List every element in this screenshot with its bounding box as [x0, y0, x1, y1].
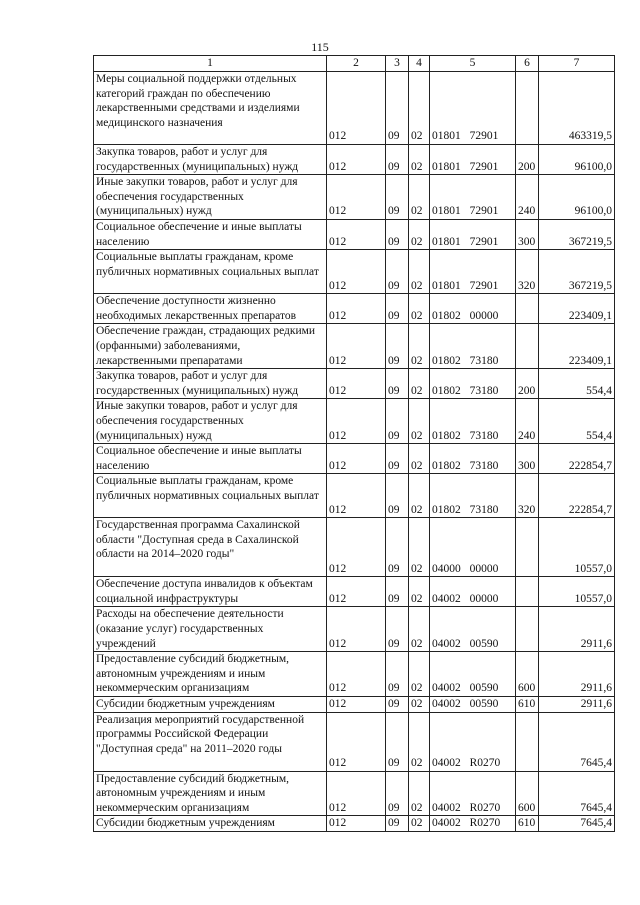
cell-target-article: 04002 R0270 [430, 771, 516, 816]
cell-target-article: 01801 72901 [430, 250, 516, 294]
budget-table [93, 55, 615, 832]
cell-ministry: 012 [327, 607, 386, 652]
cell-ministry: 012 [327, 712, 386, 771]
cell-amount: 463319,5 [539, 72, 615, 145]
row-name: Обеспечение граждан, страдающих редкими (орфанными) заболеваниями, лекарственными препаратами [94, 324, 327, 369]
cell-target-article: 01801 72901 [430, 175, 516, 220]
cell-expense-type [516, 518, 539, 577]
cell-target-article: 04002 00000 [430, 577, 516, 607]
cell-amount: 2911,6 [539, 652, 615, 697]
cell-target-article: 01802 73180 [430, 369, 516, 399]
cell-subsection: 02 [409, 816, 430, 832]
row-name: Реализация мероприятий государственной программы Российской Федерации "Доступная среда" на 2011–2020 годы [94, 712, 327, 771]
table-row [94, 145, 615, 175]
cell-ministry: 012 [327, 324, 386, 369]
cell-amount: 96100,0 [539, 175, 615, 220]
cell-amount: 96100,0 [539, 145, 615, 175]
cell-subsection: 02 [409, 607, 430, 652]
cell-subsection: 02 [409, 219, 430, 249]
cell-ministry: 012 [327, 771, 386, 816]
row-name: Субсидии бюджетным учреждениям [94, 697, 327, 713]
cell-expense-type: 300 [516, 219, 539, 249]
table-row [94, 652, 615, 697]
cell-subsection: 02 [409, 444, 430, 474]
table-row [94, 607, 615, 652]
cell-ministry: 012 [327, 652, 386, 697]
cell-section: 09 [386, 294, 409, 324]
cell-amount: 222854,7 [539, 444, 615, 474]
column-header: 3 [386, 56, 409, 72]
cell-ministry: 012 [327, 369, 386, 399]
cell-target-article: 01802 73180 [430, 444, 516, 474]
cell-subsection: 02 [409, 577, 430, 607]
cell-section: 09 [386, 250, 409, 294]
cell-amount: 222854,7 [539, 474, 615, 518]
cell-ministry: 012 [327, 474, 386, 518]
cell-subsection: 02 [409, 72, 430, 145]
cell-amount: 7645,4 [539, 771, 615, 816]
cell-ministry: 012 [327, 518, 386, 577]
cell-subsection: 02 [409, 294, 430, 324]
cell-expense-type [516, 72, 539, 145]
cell-target-article: 01801 72901 [430, 72, 516, 145]
cell-section: 09 [386, 324, 409, 369]
cell-ministry: 012 [327, 72, 386, 145]
row-name: Закупка товаров, работ и услуг для государственных (муниципальных) нужд [94, 369, 327, 399]
cell-ministry: 012 [327, 444, 386, 474]
cell-section: 09 [386, 577, 409, 607]
cell-amount: 2911,6 [539, 697, 615, 713]
row-name: Закупка товаров, работ и услуг для государственных (муниципальных) нужд [94, 145, 327, 175]
cell-amount: 554,4 [539, 399, 615, 444]
cell-amount: 10557,0 [539, 518, 615, 577]
cell-subsection: 02 [409, 712, 430, 771]
table-row [94, 175, 615, 220]
row-name: Государственная программа Сахалинской области "Доступная среда в Сахалинской области на 2014–2020 годы" [94, 518, 327, 577]
cell-expense-type: 300 [516, 444, 539, 474]
cell-ministry: 012 [327, 175, 386, 220]
cell-ministry: 012 [327, 577, 386, 607]
cell-section: 09 [386, 712, 409, 771]
table-row [94, 369, 615, 399]
cell-section: 09 [386, 518, 409, 577]
cell-ministry: 012 [327, 697, 386, 713]
cell-expense-type: 320 [516, 250, 539, 294]
row-name: Социальные выплаты гражданам, кроме публичных нормативных социальных выплат [94, 474, 327, 518]
row-name: Обеспечение доступа инвалидов к объектам социальной инфраструктуры [94, 577, 327, 607]
cell-section: 09 [386, 444, 409, 474]
cell-target-article: 04002 00590 [430, 607, 516, 652]
cell-subsection: 02 [409, 518, 430, 577]
cell-expense-type: 600 [516, 771, 539, 816]
cell-expense-type [516, 324, 539, 369]
page-number: 115 [311, 40, 329, 54]
cell-section: 09 [386, 72, 409, 145]
cell-target-article: 01801 72901 [430, 219, 516, 249]
cell-expense-type: 200 [516, 145, 539, 175]
table-header-row [94, 56, 615, 72]
cell-subsection: 02 [409, 652, 430, 697]
cell-amount: 223409,1 [539, 324, 615, 369]
cell-amount: 554,4 [539, 369, 615, 399]
cell-target-article: 01802 73180 [430, 324, 516, 369]
row-name: Расходы на обеспечение деятельности (оказание услуг) государственных учреждений [94, 607, 327, 652]
cell-ministry: 012 [327, 250, 386, 294]
column-header: 5 [430, 56, 516, 72]
cell-target-article: 01802 00000 [430, 294, 516, 324]
cell-ministry: 012 [327, 816, 386, 832]
row-name: Меры социальной поддержки отдельных категорий граждан по обеспечению лекарственными средствами и изделиями медицинского назначения [94, 72, 327, 145]
cell-subsection: 02 [409, 474, 430, 518]
cell-section: 09 [386, 697, 409, 713]
table-row [94, 518, 615, 577]
table-row [94, 577, 615, 607]
cell-amount: 223409,1 [539, 294, 615, 324]
cell-section: 09 [386, 145, 409, 175]
column-header: 6 [516, 56, 539, 72]
table-row [94, 219, 615, 249]
row-name: Иные закупки товаров, работ и услуг для обеспечения государственных (муниципальных) нужд [94, 399, 327, 444]
cell-subsection: 02 [409, 175, 430, 220]
table-row [94, 816, 615, 832]
cell-amount: 367219,5 [539, 250, 615, 294]
cell-target-article: 01802 73180 [430, 399, 516, 444]
row-name: Обеспечение доступности жизненно необходимых лекарственных препаратов [94, 294, 327, 324]
cell-amount: 7645,4 [539, 816, 615, 832]
row-name: Предоставление субсидий бюджетным, автономным учреждениям и иным некоммерческим организациям [94, 771, 327, 816]
row-name: Иные закупки товаров, работ и услуг для обеспечения государственных (муниципальных) нужд [94, 175, 327, 220]
cell-ministry: 012 [327, 399, 386, 444]
cell-target-article: 04002 00590 [430, 697, 516, 713]
cell-expense-type: 200 [516, 369, 539, 399]
cell-ministry: 012 [327, 145, 386, 175]
row-name: Социальное обеспечение и иные выплаты населению [94, 219, 327, 249]
cell-expense-type [516, 577, 539, 607]
row-name: Социальные выплаты гражданам, кроме публичных нормативных социальных выплат [94, 250, 327, 294]
cell-section: 09 [386, 474, 409, 518]
cell-target-article: 01801 72901 [430, 145, 516, 175]
cell-expense-type: 610 [516, 816, 539, 832]
cell-expense-type [516, 294, 539, 324]
table-row [94, 250, 615, 294]
cell-expense-type: 240 [516, 399, 539, 444]
cell-subsection: 02 [409, 250, 430, 294]
column-header: 7 [539, 56, 615, 72]
cell-amount: 367219,5 [539, 219, 615, 249]
cell-amount: 2911,6 [539, 607, 615, 652]
cell-subsection: 02 [409, 697, 430, 713]
cell-subsection: 02 [409, 399, 430, 444]
cell-section: 09 [386, 816, 409, 832]
cell-section: 09 [386, 369, 409, 399]
column-header: 2 [327, 56, 386, 72]
table-row [94, 324, 615, 369]
cell-ministry: 012 [327, 294, 386, 324]
column-header: 4 [409, 56, 430, 72]
cell-expense-type: 240 [516, 175, 539, 220]
row-name: Социальное обеспечение и иные выплаты населению [94, 444, 327, 474]
cell-subsection: 02 [409, 145, 430, 175]
cell-section: 09 [386, 175, 409, 220]
cell-target-article: 04000 00000 [430, 518, 516, 577]
table-row [94, 294, 615, 324]
row-name: Субсидии бюджетным учреждениям [94, 816, 327, 832]
cell-subsection: 02 [409, 771, 430, 816]
cell-section: 09 [386, 607, 409, 652]
cell-target-article: 04002 R0270 [430, 712, 516, 771]
cell-amount: 10557,0 [539, 577, 615, 607]
table-row [94, 399, 615, 444]
cell-target-article: 01802 73180 [430, 474, 516, 518]
cell-section: 09 [386, 652, 409, 697]
cell-section: 09 [386, 771, 409, 816]
cell-expense-type: 610 [516, 697, 539, 713]
cell-section: 09 [386, 399, 409, 444]
table-row [94, 697, 615, 713]
cell-amount: 7645,4 [539, 712, 615, 771]
cell-ministry: 012 [327, 219, 386, 249]
cell-expense-type [516, 607, 539, 652]
cell-expense-type [516, 712, 539, 771]
cell-subsection: 02 [409, 369, 430, 399]
table-row [94, 771, 615, 816]
column-header: 1 [94, 56, 327, 72]
cell-target-article: 04002 R0270 [430, 816, 516, 832]
row-name: Предоставление субсидий бюджетным, автономным учреждениям и иным некоммерческим организациям [94, 652, 327, 697]
table-row [94, 474, 615, 518]
table-row [94, 444, 615, 474]
cell-subsection: 02 [409, 324, 430, 369]
cell-target-article: 04002 00590 [430, 652, 516, 697]
cell-expense-type: 320 [516, 474, 539, 518]
table-row [94, 72, 615, 145]
cell-expense-type: 600 [516, 652, 539, 697]
cell-section: 09 [386, 219, 409, 249]
table-row [94, 712, 615, 771]
